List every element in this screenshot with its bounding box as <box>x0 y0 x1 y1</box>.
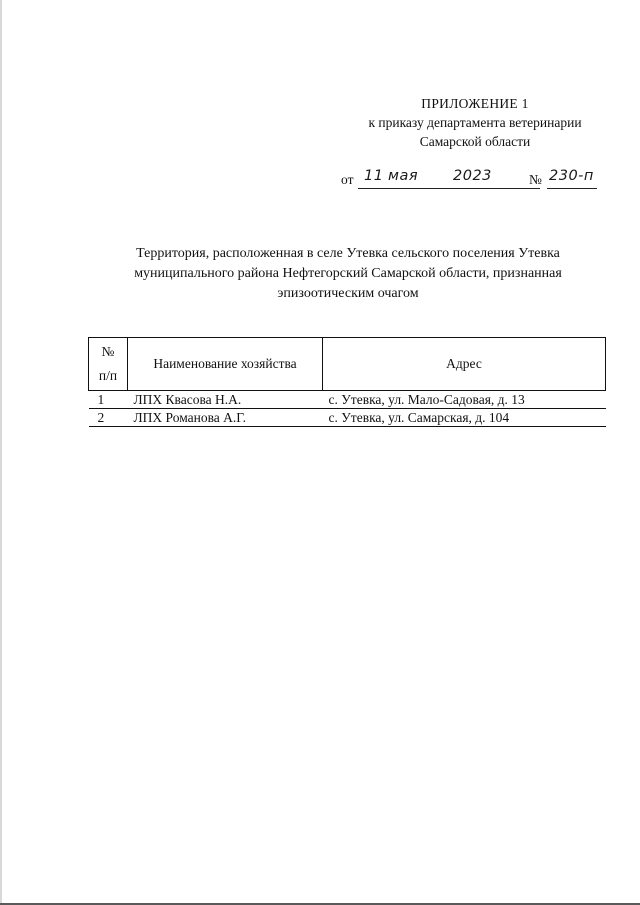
heading-line-3: эпизоотическим очагом <box>277 286 419 301</box>
header-number-abbr: п/п <box>98 368 118 383</box>
row-number: 1 <box>89 391 128 409</box>
row-number: 2 <box>89 409 128 427</box>
row-farm-name: ЛПХ Романова А.Г. <box>128 409 323 427</box>
heading-line-1: Территория, расположенная в селе Утевка сельского поселения Утевка <box>136 246 560 261</box>
table-row <box>89 409 606 427</box>
document-heading <box>98 244 598 304</box>
order-date-year: 2023 <box>453 168 492 184</box>
order-number-value: 230-п <box>549 168 594 184</box>
appendix-region: Самарской области <box>419 134 531 149</box>
header-number-symbol: № <box>101 344 115 359</box>
order-date-number-line <box>340 170 610 192</box>
order-from-label: от <box>341 172 354 187</box>
order-number-field <box>547 170 597 189</box>
header-address: Адрес <box>323 338 606 391</box>
order-date-day: 11 <box>364 168 384 184</box>
header-number <box>89 338 128 391</box>
table-row <box>89 391 606 409</box>
order-date-month: мая <box>388 168 419 184</box>
table-header-row <box>89 338 606 391</box>
row-address: с. Утевка, ул. Мало-Садовая, д. 13 <box>323 391 606 409</box>
farms-table <box>88 337 606 427</box>
appendix-title: ПРИЛОЖЕНИЕ 1 <box>421 96 529 111</box>
row-address: с. Утевка, ул. Самарская, д. 104 <box>323 409 606 427</box>
appendix-order-reference: к приказу департамента ветеринарии <box>368 115 582 130</box>
heading-line-2: муниципального района Нефтегорский Самарской области, признанная <box>134 266 562 281</box>
scan-edge-left <box>0 0 2 905</box>
appendix-block <box>340 94 610 151</box>
row-farm-name: ЛПХ Квасова Н.А. <box>128 391 323 409</box>
header-farm-name: Наименование хозяйства <box>128 338 323 391</box>
order-date-field <box>358 170 540 189</box>
order-number-label: № <box>529 172 542 187</box>
